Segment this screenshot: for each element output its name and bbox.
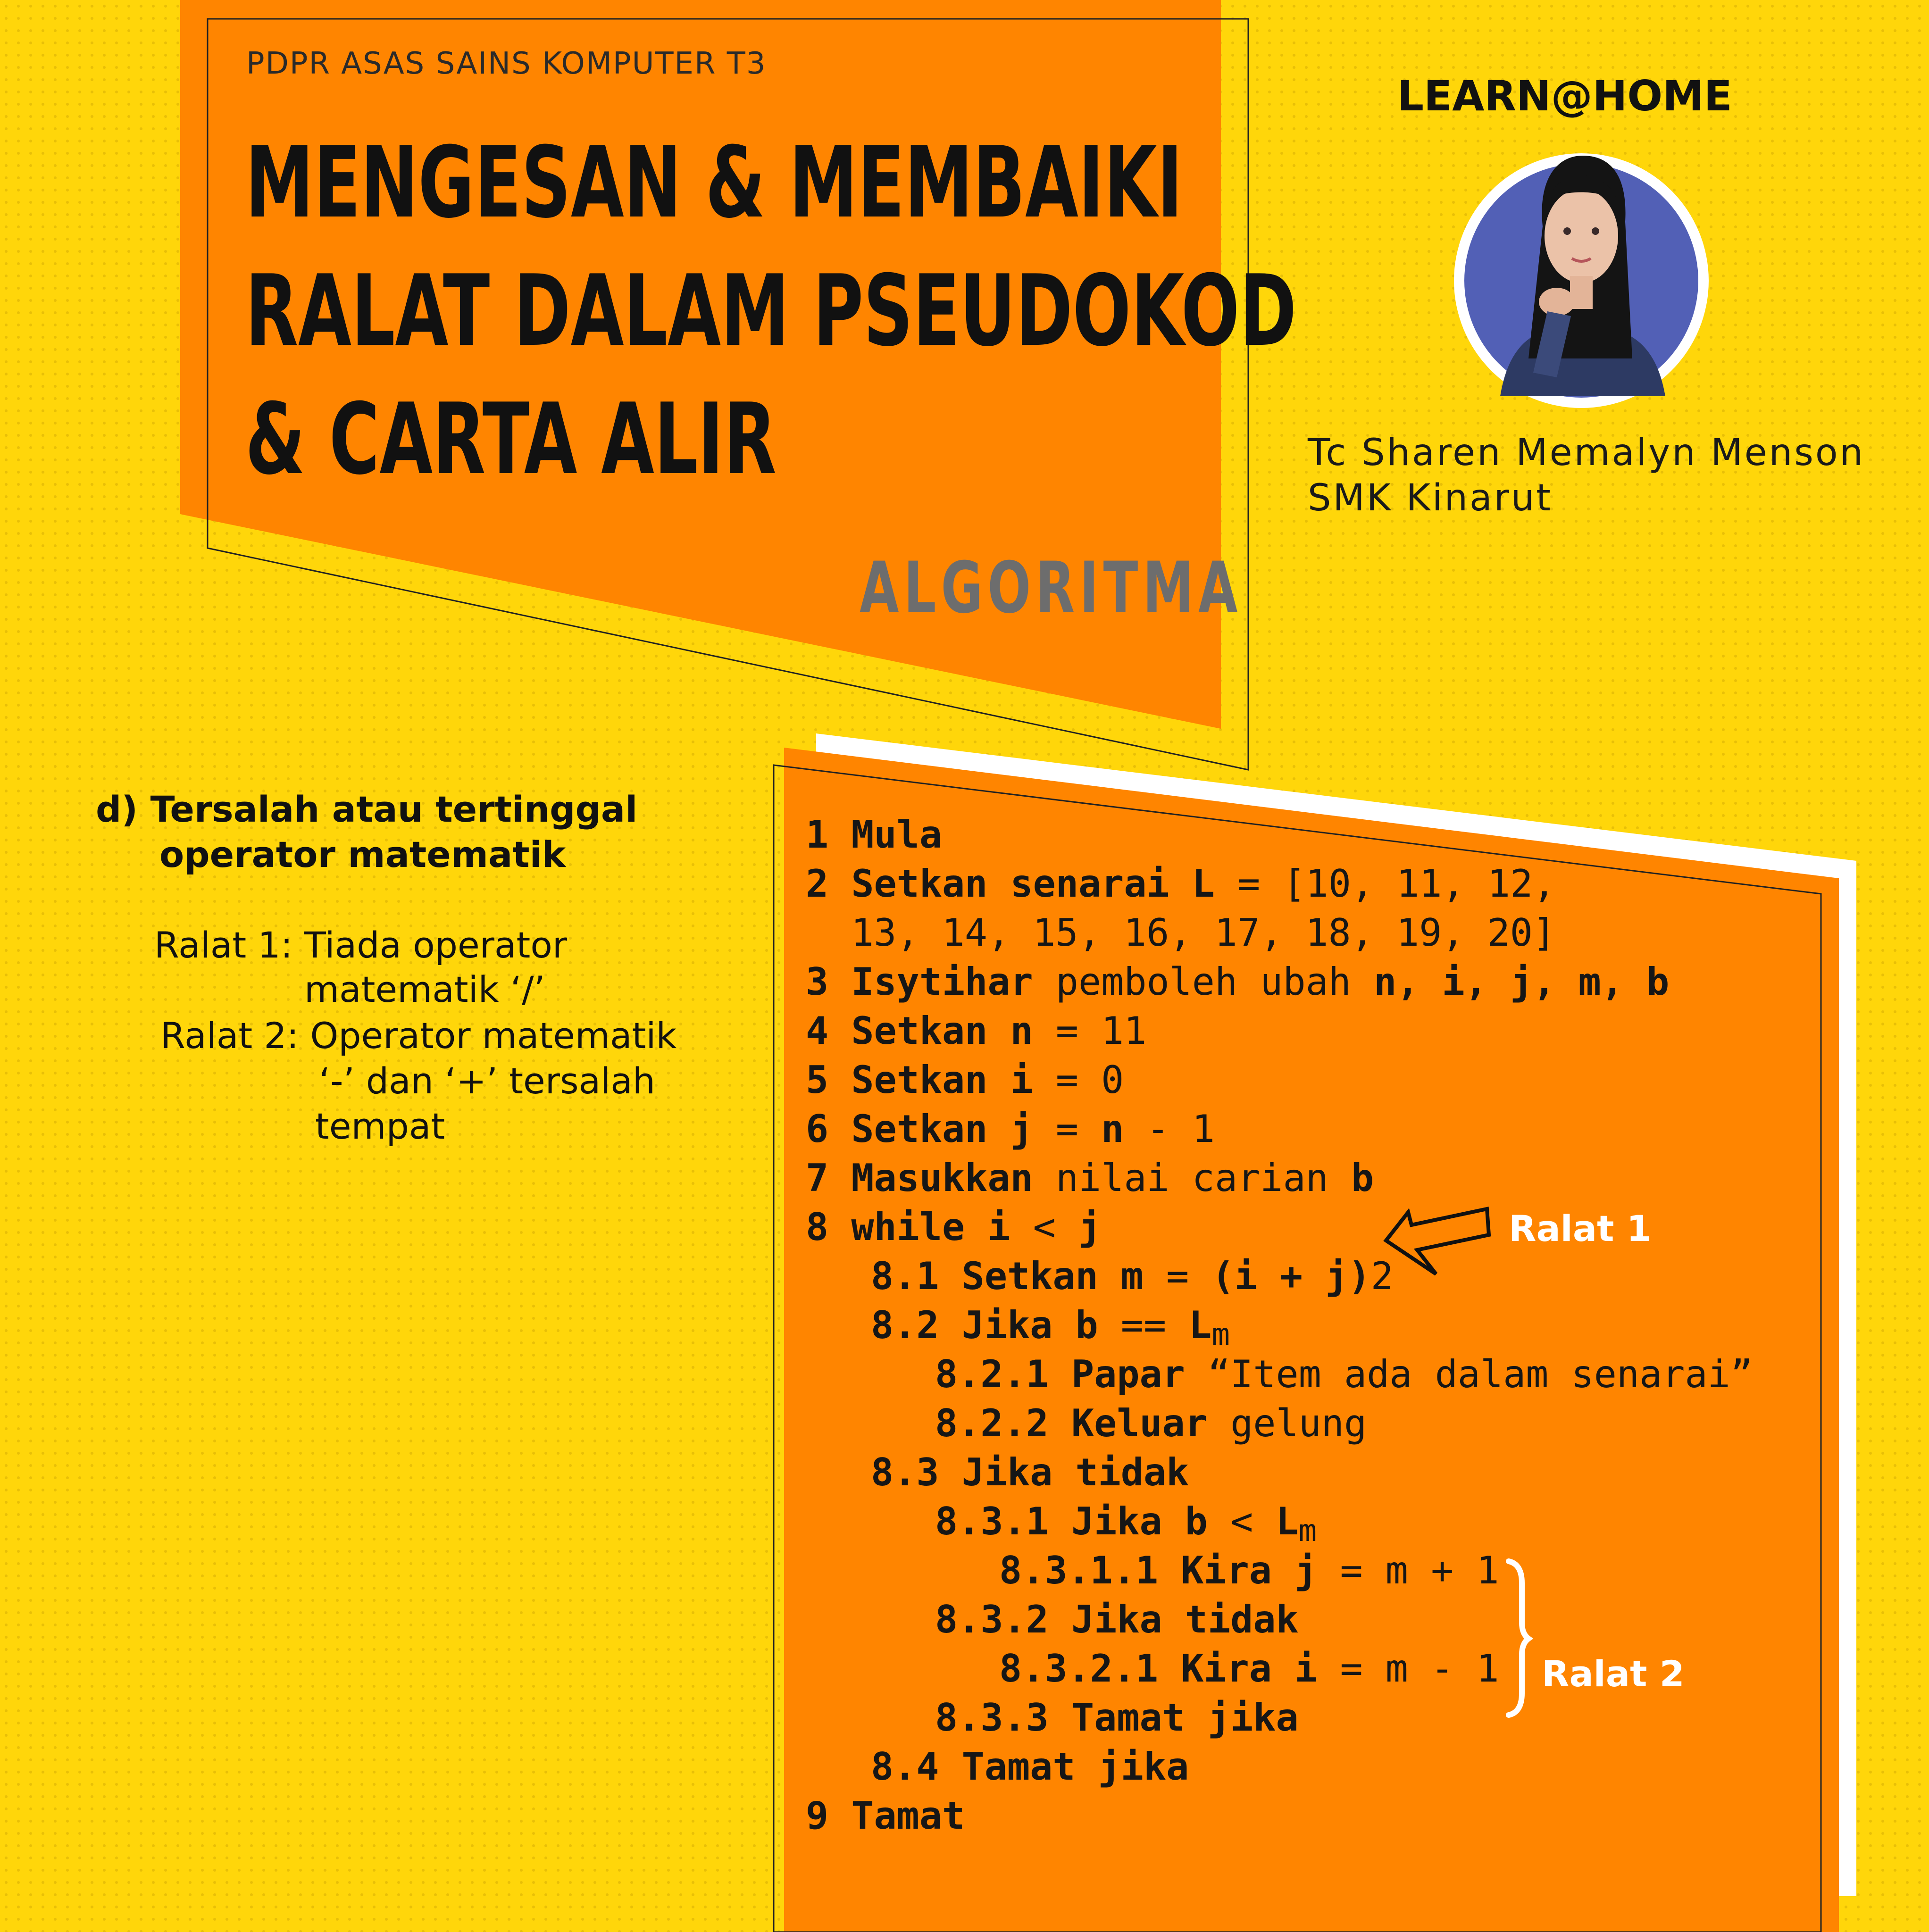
line-number: 7 bbox=[806, 1156, 829, 1200]
code-line-1 bbox=[806, 810, 942, 859]
error-notes bbox=[0, 0, 755, 1226]
keyword: 8.2.1 Papar bbox=[935, 1352, 1185, 1396]
code-var: j bbox=[1078, 1205, 1102, 1249]
code-line-9 bbox=[806, 1791, 965, 1840]
code-var: L bbox=[1276, 1499, 1299, 1543]
code-line-5 bbox=[806, 1056, 1124, 1105]
keyword: Mula bbox=[851, 813, 942, 857]
code-line-2-cont bbox=[851, 908, 1555, 958]
keyword: Setkan senarai L bbox=[851, 862, 1215, 906]
error1-line-1: Ralat 1: Tiada operator bbox=[154, 924, 568, 966]
line-number: 3 bbox=[806, 960, 829, 1004]
line-number: 1 bbox=[806, 813, 829, 857]
keyword: Setkan n bbox=[851, 1009, 1033, 1053]
brand-label: LEARN@HOME bbox=[1397, 72, 1732, 120]
code-line-8-2-2 bbox=[935, 1399, 1367, 1448]
error2-line-1: Ralat 2: Operator matematik bbox=[160, 1015, 677, 1057]
code-text: nilai carian bbox=[1033, 1156, 1351, 1200]
teacher-info bbox=[1308, 430, 1865, 521]
keyword: Tamat bbox=[851, 1794, 965, 1838]
code-line-8-3-2-1 bbox=[999, 1644, 1499, 1693]
code-text: = 0 bbox=[1033, 1058, 1124, 1102]
code-line-8-4 bbox=[871, 1742, 1189, 1791]
code-text: = m - 1 bbox=[1317, 1647, 1499, 1690]
keyword: 8.1 Setkan m bbox=[871, 1254, 1144, 1298]
course-subtitle: PDPR ASAS SAINS KOMPUTER T3 bbox=[246, 46, 767, 81]
code-subscript: m bbox=[1211, 1317, 1230, 1352]
code-line-3 bbox=[806, 958, 1669, 1007]
error1-line-2: matematik ‘/’ bbox=[304, 968, 545, 1010]
code-line-8-3-2 bbox=[935, 1595, 1299, 1644]
title-line-1: MENGESAN & MEMBAIKI bbox=[245, 126, 1183, 240]
code-text: pemboleh ubah bbox=[1033, 960, 1374, 1004]
code-text: = bbox=[1143, 1254, 1212, 1298]
code-line-6 bbox=[806, 1105, 1215, 1154]
code-var: b bbox=[1351, 1156, 1374, 1200]
keyword: 8.3.2 Jika tidak bbox=[935, 1598, 1299, 1641]
notes-heading-line-2: operator matematik bbox=[159, 833, 566, 875]
teacher-school: SMK Kinarut bbox=[1308, 477, 1553, 519]
title-line-2: RALAT DALAM PSEUDOKOD bbox=[245, 254, 1297, 368]
line-number: 8 bbox=[806, 1205, 829, 1249]
keyword: 8.2.2 Keluar bbox=[935, 1401, 1208, 1445]
section-label: ALGORITMA bbox=[860, 547, 1243, 629]
code-text: - 1 bbox=[1124, 1107, 1215, 1151]
keyword: Setkan j bbox=[851, 1107, 1033, 1151]
code-text: = 11 bbox=[1033, 1009, 1147, 1053]
code-text: = bbox=[1033, 1107, 1102, 1151]
code-text: 13, 14, 15, 16, 17, 18, 19, 20] bbox=[851, 911, 1556, 955]
keyword: 8.3.2.1 Kira i bbox=[999, 1647, 1318, 1690]
keyword: 8.3.1.1 Kira j bbox=[999, 1549, 1318, 1592]
keyword: Isytihar bbox=[851, 960, 1033, 1004]
code-text: < bbox=[1207, 1499, 1276, 1543]
code-line-2 bbox=[806, 859, 1555, 908]
code-text: == bbox=[1098, 1303, 1189, 1347]
code-text: 2 bbox=[1370, 1254, 1394, 1298]
code-text: gelung bbox=[1207, 1401, 1367, 1445]
code-vars: n, i, j, m, b bbox=[1374, 960, 1670, 1004]
keyword: Setkan i bbox=[851, 1058, 1033, 1102]
code-line-8 bbox=[806, 1203, 1101, 1252]
line-number: 2 bbox=[806, 862, 829, 906]
avatar bbox=[1454, 153, 1709, 408]
code-line-8-2-1 bbox=[935, 1350, 1753, 1399]
code-text: “Item ada dalam senarai” bbox=[1185, 1352, 1753, 1396]
code-var: n bbox=[1101, 1107, 1124, 1151]
code-subscript: m bbox=[1298, 1514, 1317, 1549]
code-line-8-3-3 bbox=[935, 1693, 1299, 1742]
line-number: 4 bbox=[806, 1009, 829, 1053]
keyword: 8.2 Jika b bbox=[871, 1303, 1098, 1347]
keyword: Masukkan bbox=[851, 1156, 1033, 1200]
code-text: < bbox=[1010, 1205, 1078, 1249]
code-line-8-3 bbox=[871, 1448, 1189, 1497]
error2-line-3: tempat bbox=[315, 1105, 445, 1147]
error2-line-2: ‘-’ dan ‘+’ tersalah bbox=[319, 1060, 656, 1102]
code-text: = [10, 11, 12, bbox=[1214, 862, 1556, 906]
line-number: 5 bbox=[806, 1058, 829, 1102]
ralat2-label: Ralat 2 bbox=[1542, 1653, 1685, 1695]
code-line-4 bbox=[806, 1007, 1146, 1056]
code-var: L bbox=[1189, 1303, 1212, 1347]
line-number: 9 bbox=[806, 1794, 829, 1838]
keyword: 8.3.1 Jika b bbox=[935, 1499, 1208, 1543]
keyword: while i bbox=[851, 1205, 1010, 1249]
code-line-8-3-1-1 bbox=[999, 1546, 1499, 1595]
line-number: 6 bbox=[806, 1107, 829, 1151]
keyword: 8.4 Tamat jika bbox=[871, 1745, 1189, 1789]
notes-heading-line-1: d) Tersalah atau tertinggal bbox=[96, 788, 638, 830]
teacher-name: Tc Sharen Memalyn Menson bbox=[1308, 432, 1865, 474]
title-line-3: & CARTA ALIR bbox=[245, 383, 777, 497]
code-line-8-1 bbox=[871, 1252, 1394, 1301]
code-expr: (i + j) bbox=[1211, 1254, 1371, 1298]
code-line-7 bbox=[806, 1154, 1374, 1203]
ralat1-label: Ralat 1 bbox=[1509, 1208, 1652, 1249]
keyword: 8.3.3 Tamat jika bbox=[935, 1696, 1299, 1740]
keyword: 8.3 Jika tidak bbox=[871, 1450, 1189, 1494]
code-text: = m + 1 bbox=[1317, 1549, 1499, 1592]
